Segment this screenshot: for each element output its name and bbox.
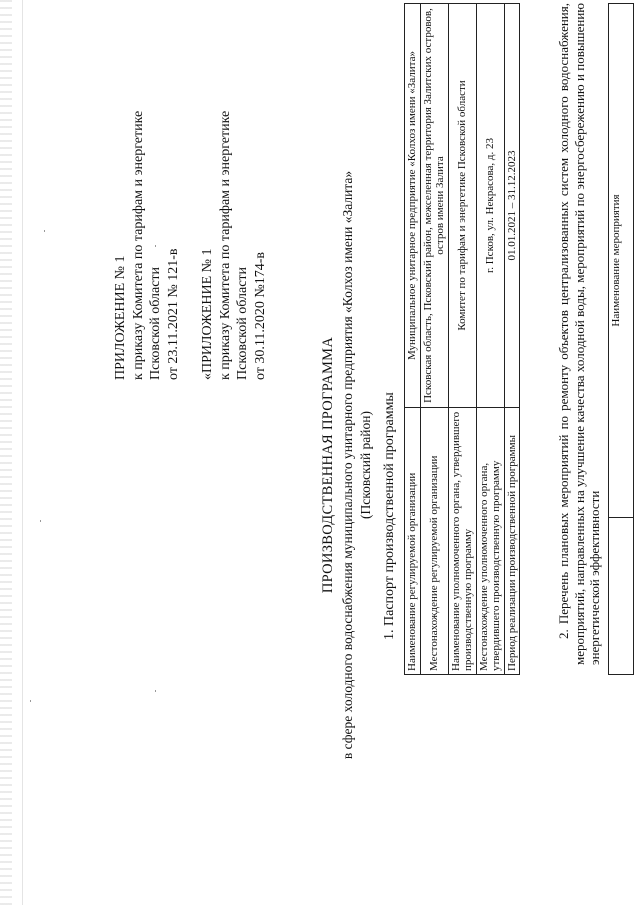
table-row bbox=[504, 4, 520, 675]
appendix-region: Псковской области bbox=[235, 266, 250, 380]
appendix-date: от 23.11.2021 № 121-в bbox=[165, 248, 181, 380]
page-title: ПРОИЗВОДСТВЕННАЯ ПРОГРАММА bbox=[320, 336, 336, 594]
appendix-order: к приказу Комитета по тарифам и энергетике bbox=[130, 110, 146, 380]
appendix-previous bbox=[199, 111, 269, 380]
row-key: Местонахождение регулируемой организации bbox=[420, 408, 448, 675]
row-value: Псковская область, Псковский район, межселенная территория Залитских островов, остров имени Залита bbox=[420, 4, 448, 408]
passport-table bbox=[404, 3, 520, 675]
events-table bbox=[608, 3, 634, 675]
appendix-block bbox=[112, 111, 286, 380]
number-column-header bbox=[609, 518, 634, 675]
appendix-region: Псковской области bbox=[148, 266, 163, 380]
section-1-heading: 1. Паспорт производственной программы bbox=[382, 392, 397, 640]
table-row bbox=[476, 4, 504, 675]
appendix-title: ПРИЛОЖЕНИЕ № 1 bbox=[113, 255, 128, 380]
district-label: (Псковский район) bbox=[358, 411, 373, 519]
appendix-title: «ПРИЛОЖЕНИЕ № 1 bbox=[200, 248, 215, 380]
row-value: Комитет по тарифам и энергетике Псковской области bbox=[448, 4, 476, 408]
row-key: Период реализации производственной программы bbox=[504, 408, 520, 675]
row-value: 01.01.2021 – 31.12.2023 bbox=[504, 4, 520, 408]
table-row bbox=[420, 4, 448, 675]
row-key: Наименование регулируемой организации bbox=[405, 408, 421, 675]
section-2-heading: 2. Перечень плановых мероприятий по ремонту объектов централизованных систем холодного водоснабжения, мероприятий, направленных на улучшение качества холодной воды, мероприятий по энергосбережению и повышению энергетической эффективности bbox=[556, 3, 602, 665]
page-subtitle: в сфере холодного водоснабжения муниципального унитарного предприятия «Колхоз имени «Залита» bbox=[340, 170, 355, 760]
appendix-current bbox=[112, 111, 182, 380]
row-key: Местонахождение уполномоченного органа, утвердившего производственную программу bbox=[476, 408, 504, 675]
table-row bbox=[448, 4, 476, 675]
appendix-date: от 30.11.2020 №174-в bbox=[252, 251, 268, 380]
table-row bbox=[609, 4, 634, 675]
table-row bbox=[405, 4, 421, 675]
row-value: г. Псков, ул. Некрасова, д. 23 bbox=[476, 4, 504, 408]
appendix-order: к приказу Комитета по тарифам и энергетике bbox=[217, 110, 233, 380]
row-key: Наименование уполномоченного органа, утвердившего производственную программу bbox=[448, 408, 476, 675]
row-value: Муниципальное унитарное предприятие «Колхоз имени «Залита» bbox=[405, 4, 421, 408]
column-header: Наименование мероприятия bbox=[609, 4, 634, 518]
